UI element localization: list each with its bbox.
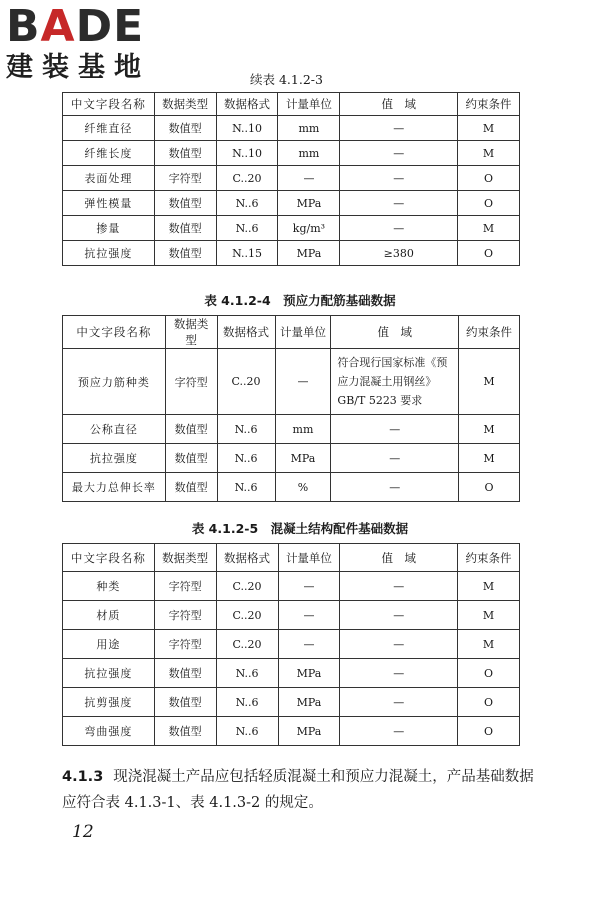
table-cell: 字符型 [154, 630, 216, 659]
table-cell: 数值型 [154, 116, 216, 141]
table-cell: N..6 [216, 216, 278, 241]
clause-text: 现浇混凝土产品应包括轻质混凝土和预应力混凝土，产品基础数据应符合表 4.1.3-1、表 4.1.3-2 的规定。 [62, 769, 534, 811]
table-cell: MPa [278, 241, 340, 266]
table-cell: N..6 [216, 717, 278, 746]
table-row [63, 717, 520, 746]
table-cell: 数值型 [154, 717, 216, 746]
table-cell: N..6 [216, 659, 278, 688]
table2-caption: 表 4.1.2-4 预应力配筋基础数据 [204, 293, 396, 308]
table-row [63, 141, 520, 166]
table-cell: 数值型 [154, 141, 216, 166]
table-cell: N..6 [216, 191, 278, 216]
table-cell: C..20 [216, 630, 278, 659]
table-cell: — [340, 688, 458, 717]
table-cell: M [458, 141, 520, 166]
table1-caption: 续表 4.1.2-3 [250, 72, 323, 87]
logo-wordmark [6, 1, 176, 52]
table-cell: O [458, 717, 520, 746]
table-prestress-data [62, 315, 520, 502]
column-header: 计量单位 [278, 93, 340, 116]
logo-letters-de: DE [75, 1, 145, 52]
table-fiber-data [62, 92, 520, 266]
column-header: 数据格式 [216, 93, 278, 116]
column-header: 数据类型 [165, 316, 217, 349]
column-header: 值 域 [331, 316, 459, 349]
column-header: 中文字段名称 [63, 93, 155, 116]
table-cell: 弹性模量 [63, 191, 155, 216]
table-cell: — [278, 630, 340, 659]
table-row [63, 444, 520, 473]
table-concrete-fittings-data [62, 543, 520, 746]
table-cell: C..20 [216, 572, 278, 601]
table-cell: C..20 [216, 166, 278, 191]
table-cell: — [331, 444, 459, 473]
table-cell: N..15 [216, 241, 278, 266]
table-cell: — [331, 473, 459, 502]
table-cell: — [340, 630, 458, 659]
column-header: 约束条件 [458, 544, 520, 572]
table-cell: M [459, 444, 520, 473]
column-header: 约束条件 [458, 93, 520, 116]
table-cell: — [278, 166, 340, 191]
table-row [63, 415, 520, 444]
table-cell: mm [278, 141, 340, 166]
table-cell: 抗拉强度 [63, 241, 155, 266]
table-cell: — [340, 216, 458, 241]
table-cell: M [459, 415, 520, 444]
table-cell: O [458, 659, 520, 688]
table-cell: — [278, 572, 340, 601]
table-cell: 数值型 [154, 659, 216, 688]
table-cell: MPa [278, 717, 340, 746]
table-cell: M [458, 216, 520, 241]
table-cell: 纤维直径 [63, 116, 155, 141]
table-cell: O [458, 241, 520, 266]
table-cell: — [331, 415, 459, 444]
column-header: 数据格式 [217, 316, 275, 349]
table-row [63, 241, 520, 266]
table-cell: — [275, 349, 331, 415]
table-cell: 抗拉强度 [63, 444, 166, 473]
table-cell: M [458, 572, 520, 601]
table-cell: 符合现行国家标准《预应力混凝土用钢丝》GB/T 5223 要求 [331, 349, 459, 415]
table-cell: — [340, 191, 458, 216]
table-cell: N..6 [217, 415, 275, 444]
table-cell: 字符型 [154, 166, 216, 191]
table-cell: M [458, 601, 520, 630]
table-cell: 数值型 [154, 241, 216, 266]
table-cell: N..6 [217, 473, 275, 502]
table-row [63, 572, 520, 601]
table-cell: — [340, 601, 458, 630]
logo-letter-a: A [40, 1, 76, 52]
table-cell: — [340, 116, 458, 141]
table-cell: 抗拉强度 [63, 659, 155, 688]
table-cell: MPa [278, 659, 340, 688]
table-cell: 数值型 [154, 688, 216, 717]
table-cell: 最大力总伸长率 [63, 473, 166, 502]
table-cell: 数值型 [165, 415, 217, 444]
table-cell: M [459, 349, 520, 415]
column-header: 计量单位 [275, 316, 331, 349]
column-header: 中文字段名称 [63, 544, 155, 572]
table-cell: 掺量 [63, 216, 155, 241]
table3-header-row [63, 544, 520, 572]
table-cell: N..10 [216, 116, 278, 141]
table-cell: 字符型 [154, 572, 216, 601]
table-row [63, 601, 520, 630]
table-cell: M [458, 116, 520, 141]
table-cell: % [275, 473, 331, 502]
table-cell: N..6 [217, 444, 275, 473]
logo-letter-b: B [6, 1, 41, 52]
table1-header-row [63, 93, 520, 116]
table-cell: N..10 [216, 141, 278, 166]
table-row [63, 349, 520, 415]
table-cell: M [458, 630, 520, 659]
clause-number: 4.1.3 [62, 769, 104, 785]
table-cell: O [458, 191, 520, 216]
table-cell: 纤维长度 [63, 141, 155, 166]
table-cell: 用途 [63, 630, 155, 659]
table-cell: mm [278, 116, 340, 141]
table-cell: 公称直径 [63, 415, 166, 444]
table-cell: 弯曲强度 [63, 717, 155, 746]
table-cell: kg/m³ [278, 216, 340, 241]
table-cell: — [340, 659, 458, 688]
table2-header-row [63, 316, 520, 349]
table-row [63, 659, 520, 688]
table-row [63, 191, 520, 216]
table-cell: O [458, 166, 520, 191]
table-cell: — [340, 572, 458, 601]
column-header: 数据格式 [216, 544, 278, 572]
table-row [63, 630, 520, 659]
table-cell: 字符型 [165, 349, 217, 415]
table-row [63, 473, 520, 502]
column-header: 数据类型 [154, 93, 216, 116]
table-row [63, 688, 520, 717]
table-cell: 数值型 [165, 444, 217, 473]
bade-logo [6, 1, 176, 84]
table-row [63, 166, 520, 191]
table-cell: 抗剪强度 [63, 688, 155, 717]
table-cell: MPa [278, 688, 340, 717]
table-cell: mm [275, 415, 331, 444]
column-header: 约束条件 [459, 316, 520, 349]
table-cell: C..20 [217, 349, 275, 415]
column-header: 数据类型 [154, 544, 216, 572]
table-cell: N..6 [216, 688, 278, 717]
table-cell: 材质 [63, 601, 155, 630]
table-cell: O [458, 688, 520, 717]
table-cell: 字符型 [154, 601, 216, 630]
table-cell: MPa [275, 444, 331, 473]
table-cell: 数值型 [154, 191, 216, 216]
column-header: 计量单位 [278, 544, 340, 572]
column-header: 值 域 [340, 544, 458, 572]
table-cell: C..20 [216, 601, 278, 630]
column-header: 值 域 [340, 93, 458, 116]
logo-subtitle: 建装基地 [6, 52, 150, 83]
table-cell: O [459, 473, 520, 502]
table-cell: 数值型 [154, 216, 216, 241]
table-cell: 数值型 [165, 473, 217, 502]
table-cell: 种类 [63, 572, 155, 601]
table-row [63, 216, 520, 241]
page-number: 12 [72, 822, 94, 842]
table-cell: — [278, 601, 340, 630]
table3-caption: 表 4.1.2-5 混凝土结构配件基础数据 [191, 521, 409, 536]
table-cell: MPa [278, 191, 340, 216]
table-cell: 预应力筋种类 [63, 349, 166, 415]
table-cell: ≥380 [340, 241, 458, 266]
table-cell: — [340, 717, 458, 746]
column-header: 中文字段名称 [63, 316, 166, 349]
table-cell: — [340, 166, 458, 191]
table-cell: — [340, 141, 458, 166]
clause-4-1-3 [62, 764, 542, 816]
table-cell: 表面处理 [63, 166, 155, 191]
table-row [63, 116, 520, 141]
